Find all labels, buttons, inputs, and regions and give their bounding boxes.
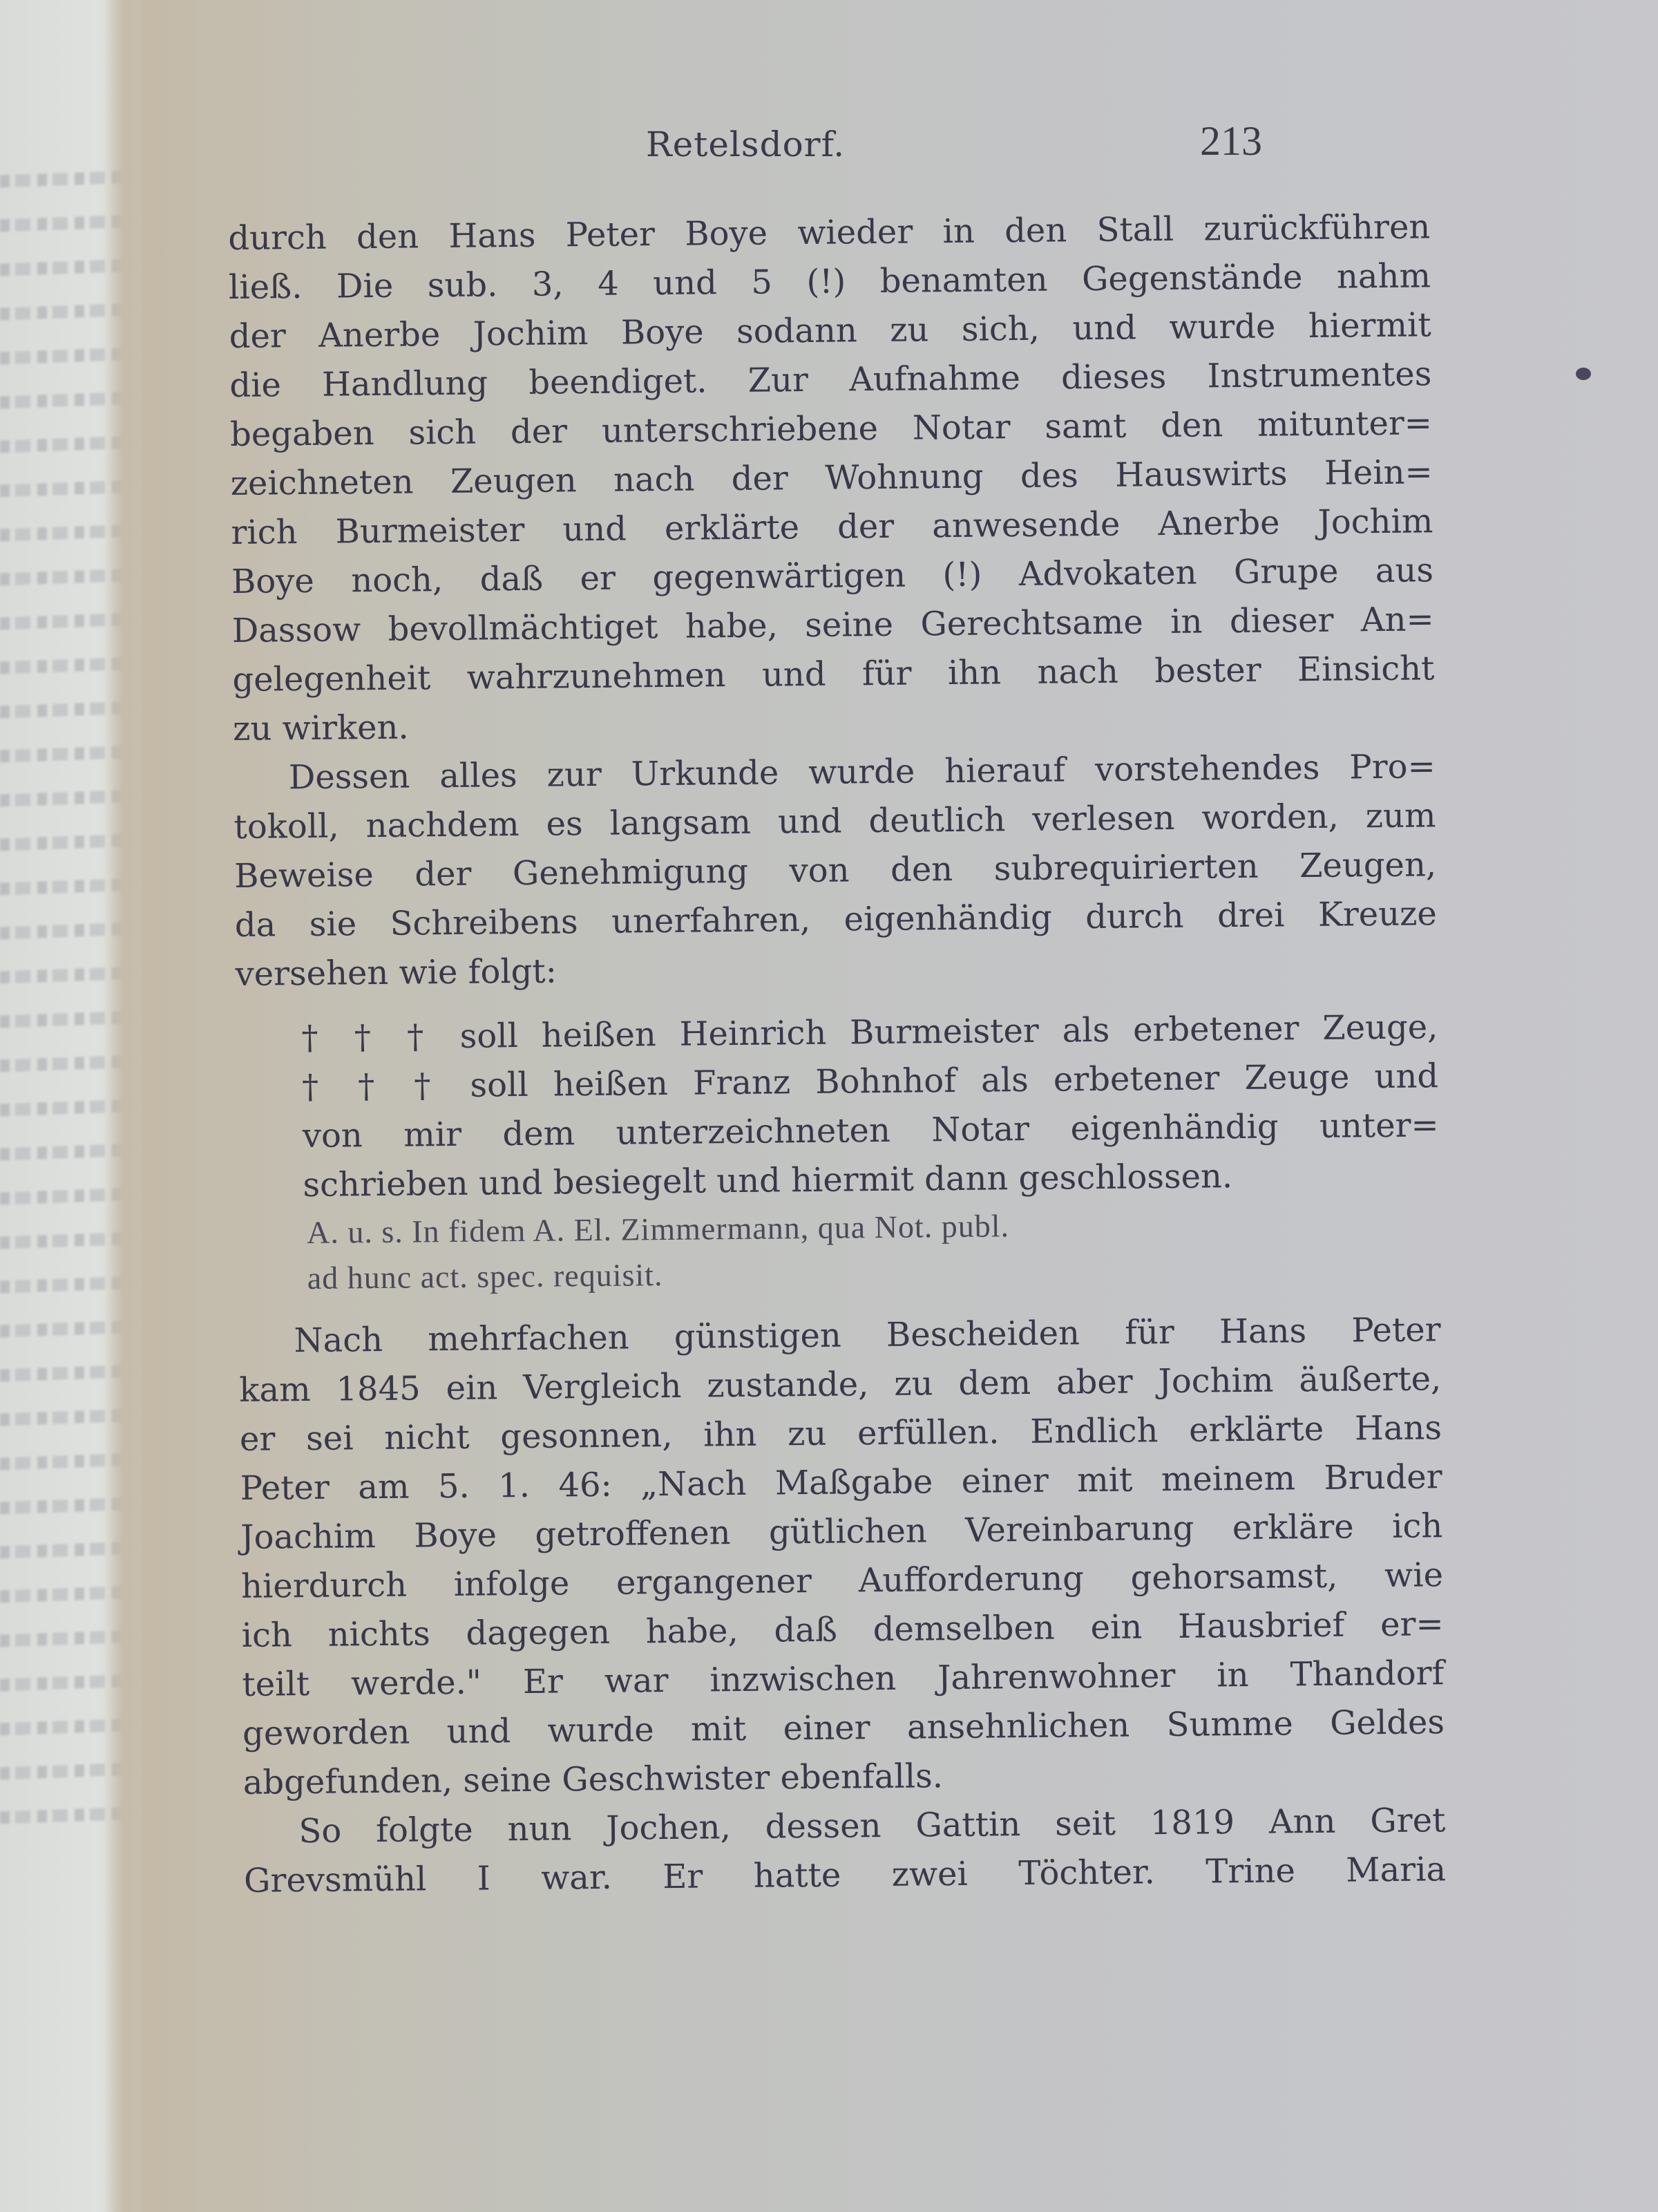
ink-spot (1576, 368, 1591, 380)
text-line: abgefunden, seine Geschwister ebenfalls. (242, 1757, 944, 1802)
paragraph (228, 202, 1435, 754)
text-line: schrieben und besiegelt und hiermit dann geschlossen. (303, 1157, 1233, 1205)
running-head (142, 117, 1658, 173)
text-line: ich nichts dagegen habe, daß demselben ein Hausbrief er= (241, 1605, 1444, 1655)
paragraph (233, 742, 1437, 999)
book-page (142, 0, 1658, 2212)
paragraph (238, 1305, 1445, 1808)
text-line: Peter am 5. 1. 46: „Nach Maßgabe einer mit meinem Bruder (240, 1457, 1442, 1508)
text-line: gelegenheit wahrzunehmen und für ihn nach bester Einsicht (232, 649, 1435, 699)
text-line: ließ. Die sub. 3, 4 und 5 (!) benamten Gegenstände nahm (228, 256, 1431, 307)
text-line: da sie Schreibens unerfahren, eigenhändig durch drei Kreuze (234, 894, 1438, 945)
text-line: die Handlung beendiget. Zur Aufnahme dieses Instrumentes (229, 355, 1432, 405)
text-line: hierdurch infolge ergangener Aufforderung gehorsamst, wie (240, 1556, 1444, 1606)
running-title: Retelsdorf. (646, 124, 846, 164)
text-line: Beweise der Genehmigung von den subrequirierten Zeugen, (234, 845, 1437, 896)
witness-marks-block (236, 1003, 1440, 1211)
latin-line: ad hunc act. spec. requisit. (307, 1257, 663, 1296)
text-line: † † † soll heißen Heinrich Burmeister als erbetener Zeuge, (301, 1008, 1438, 1058)
text-line: Dessen alles zur Urkunde wurde hierauf vorstehendes Pro= (288, 747, 1436, 797)
text-line: zu wirken. (232, 708, 409, 748)
text-line: begaben sich der unterschriebene Notar samt den mitunter= (229, 404, 1433, 454)
text-line: Boye noch, daß er gegenwärtigen (!) Advokaten Grupe aus (231, 551, 1434, 601)
text-line: geworden und wurde mit einer ansehnlichen Summe Geldes (242, 1703, 1445, 1753)
text-line: versehen wie folgt: (235, 952, 558, 994)
paragraph (243, 1796, 1446, 1906)
text-line: der Anerbe Jochim Boye sodann zu sich, und wurde hiermit (229, 305, 1431, 356)
text-line: Nach mehrfachen günstigen Bescheiden für Hans Peter (294, 1310, 1441, 1361)
text-line: von mir dem unterzeichneten Notar eigenhändig unter= (302, 1106, 1440, 1156)
text-line: rich Burmeister und erklärte der anwesende Anerbe Jochim (231, 502, 1433, 552)
text-line: durch den Hans Peter Boye wieder in den Stall zurückführen (228, 207, 1431, 258)
text-line: er sei nicht gesonnen, ihn zu erfüllen. Endlich erklärte Hans (239, 1408, 1442, 1459)
text-line: † † † soll heißen Franz Bohnhof als erbetener Zeuge und (301, 1057, 1439, 1107)
latin-line: A. u. s. In fidem A. El. Zimmermann, qua Not. publ. (306, 1208, 1010, 1250)
text-line: kam 1845 ein Vergleich zustande, zu dem aber Jochim äußerte, (239, 1359, 1442, 1410)
page-number: 213 (1200, 118, 1262, 164)
notary-subscription (238, 1199, 1440, 1302)
text-line: So folgte nun Jochen, dessen Gattin seit 1819 Ann Gret (298, 1801, 1446, 1851)
text-line: Grevsmühl I war. Er hatte zwei Töchter. Trine Maria (243, 1850, 1447, 1900)
text-line: Dassow bevollmächtiget habe, seine Gerechtsame in dieser An= (231, 600, 1434, 650)
text-line: teilt werde." Er war inzwischen Jahrenwohner in Thandorf (242, 1654, 1445, 1704)
text-line: Joachim Boye getroffenen gütlichen Vereinbarung erkläre ich (240, 1506, 1443, 1557)
text-line: zeichneten Zeugen nach der Wohnung des Hauswirts Hein= (230, 453, 1433, 503)
body-text (228, 202, 1446, 1906)
text-line: tokoll, nachdem es langsam und deutlich verlesen worden, zum (234, 796, 1436, 847)
